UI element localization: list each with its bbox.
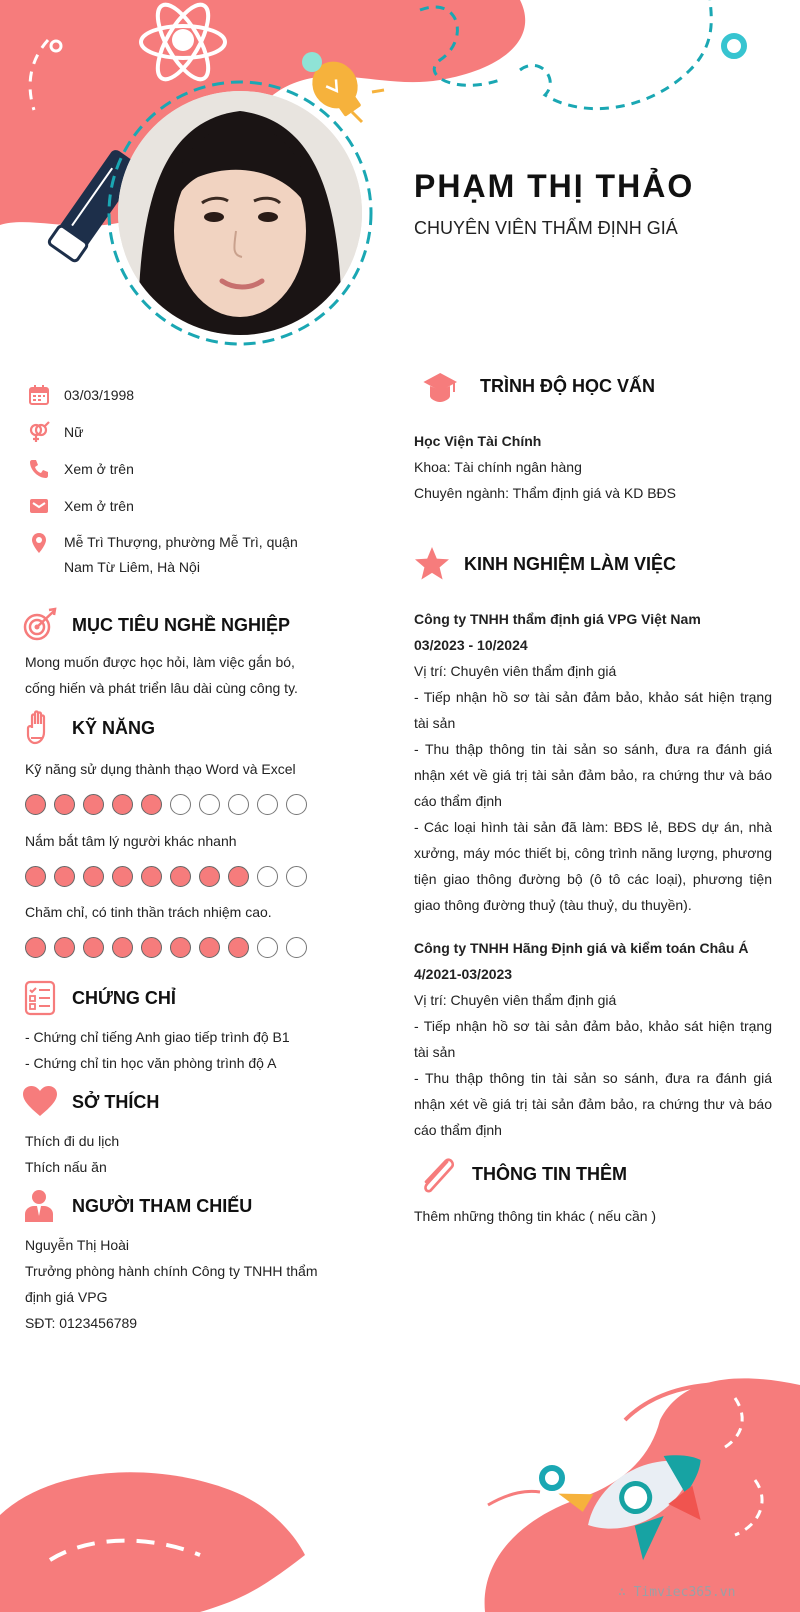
certificates-list	[25, 1024, 290, 1076]
phone: Xem ở trên	[64, 461, 134, 477]
references-text	[25, 1232, 325, 1336]
rating-dot-filled	[170, 866, 191, 887]
skill-3-name: Chăm chỉ, có tinh thần trách nhiệm cao.	[25, 904, 272, 920]
faculty: Khoa: Tài chính ngân hàng	[414, 459, 582, 475]
phone-row	[28, 459, 328, 480]
full-name: PHẠM THỊ THẢO	[414, 168, 695, 204]
rating-dot-filled	[112, 866, 133, 887]
references-header	[22, 1188, 252, 1224]
job-1-role: Vị trí: Chuyên viên thẩm định giá	[414, 663, 617, 679]
email: Xem ở trên	[64, 498, 134, 514]
location-icon	[28, 532, 50, 554]
school-name: Học Viện Tài Chính	[414, 433, 542, 449]
hobbies-title: SỞ THÍCH	[72, 1091, 160, 1112]
skill-2-rating	[25, 866, 315, 887]
rating-dot-filled	[112, 794, 133, 815]
education-header	[414, 368, 655, 404]
certificates-header	[22, 980, 176, 1016]
job-1-duty: - Thu thập thông tin tài sản so sánh, đưa ra đánh giá nhận xét về giá trị tài sản đảm bảo, ra chứng thư và báo cáo thẩm định	[414, 741, 772, 809]
avatar	[118, 91, 362, 335]
objective-header	[22, 607, 290, 643]
rating-dot-empty	[286, 866, 307, 887]
rating-dot-filled	[54, 866, 75, 887]
rating-dot-empty	[286, 937, 307, 958]
rating-dot-filled	[141, 866, 162, 887]
job-1-duty: - Tiếp nhận hồ sơ tài sản đảm bảo, khảo sát hiện trạng tài sản	[414, 689, 772, 731]
phone-icon	[28, 458, 50, 480]
job-2-duty: - Thu thập thông tin tài sản so sánh, đưa ra đánh giá nhận xét về giá trị tài sản đảm bảo, ra chứng thư và báo cáo thẩm định	[414, 1070, 772, 1138]
reference-name: Nguyễn Thị Hoài	[25, 1237, 130, 1253]
job-2-duty: - Tiếp nhận hồ sơ tài sản đảm bảo, khảo sát hiện trạng tài sản	[414, 1018, 772, 1060]
job-1	[414, 606, 772, 918]
gender-icon	[28, 421, 50, 443]
contact-info	[28, 385, 328, 596]
major: Chuyên ngành: Thẩm định giá và KD BĐS	[414, 485, 677, 501]
experience-header	[414, 546, 676, 582]
objective-title: MỤC TIÊU NGHỀ NGHIỆP	[72, 614, 291, 635]
additional-title: THÔNG TIN THÊM	[472, 1163, 627, 1184]
rating-dot-empty	[286, 794, 307, 815]
rating-dot-filled	[25, 937, 46, 958]
person-icon	[22, 1188, 58, 1224]
gender: Nữ	[64, 424, 84, 440]
education-text	[414, 428, 774, 506]
graduation-cap-icon	[414, 368, 466, 404]
watermark: ∴ Timviec365.vn	[618, 1585, 736, 1600]
skills-title: KỸ NĂNG	[72, 717, 156, 738]
rating-dot-filled	[25, 866, 46, 887]
rating-dot-empty	[228, 794, 249, 815]
certificates-title: CHỨNG CHỈ	[72, 987, 176, 1008]
certificate-item: - Chứng chỉ tiếng Anh giao tiếp trình độ B1	[25, 1029, 290, 1045]
rating-dot-filled	[141, 794, 162, 815]
address-row	[28, 533, 328, 580]
rating-dot-filled	[83, 794, 104, 815]
star-icon	[414, 546, 450, 582]
hand-icon	[22, 710, 58, 746]
rating-dot-filled	[25, 794, 46, 815]
education-title: TRÌNH ĐỘ HỌC VẤN	[480, 375, 655, 396]
rating-dot-filled	[83, 866, 104, 887]
gender-row	[28, 422, 328, 443]
email-row	[28, 496, 328, 517]
rating-dot-filled	[83, 937, 104, 958]
skill-1-name: Kỹ năng sử dụng thành thạo Word và Excel	[25, 761, 296, 777]
experience-title: KINH NGHIỆM LÀM VIỆC	[464, 553, 677, 574]
rating-dot-filled	[112, 937, 133, 958]
rating-dot-filled	[199, 866, 220, 887]
rating-dot-filled	[54, 794, 75, 815]
email-icon	[28, 495, 50, 517]
hobbies-header	[22, 1084, 159, 1120]
hobby-item: Thích đi du lịch	[25, 1133, 120, 1149]
additional-text: Thêm những thông tin khác ( nếu cần )	[414, 1208, 657, 1224]
rating-dot-filled	[228, 937, 249, 958]
job-2-role: Vị trí: Chuyên viên thẩm định giá	[414, 992, 617, 1008]
job-1-duty: - Các loại hình tài sản đã làm: BĐS lẻ, BĐS dự án, nhà xưởng, máy móc thiết bị, công trình năng lượng, phương tiện giao thông đường bộ (ô tô các loại), phương tiện giao thông đường thuỷ (tàu thuỷ, du thuyền).	[414, 819, 772, 913]
hobbies-list	[25, 1128, 119, 1180]
certificate-item: - Chứng chỉ tin học văn phòng trình độ A	[25, 1055, 277, 1071]
references-title: NGƯỜI THAM CHIẾU	[72, 1195, 253, 1216]
hobby-item: Thích nấu ăn	[25, 1159, 107, 1175]
reference-role-line-2: định giá VPG	[25, 1289, 108, 1305]
calendar-icon	[28, 384, 50, 406]
rating-dot-empty	[170, 794, 191, 815]
birthday-row	[28, 385, 328, 406]
rating-dot-filled	[199, 937, 220, 958]
skill-1-rating	[25, 794, 315, 815]
paperclip-icon	[414, 1154, 458, 1194]
objective-line-2: cống hiến và phát triển lâu dài cùng công ty.	[25, 680, 298, 696]
job-1-period: 03/2023 - 10/2024	[414, 637, 528, 653]
target-icon	[22, 607, 58, 643]
address	[64, 530, 298, 580]
rating-dot-empty	[257, 794, 278, 815]
heart-icon	[22, 1084, 58, 1120]
rating-dot-empty	[257, 866, 278, 887]
rating-dot-filled	[228, 866, 249, 887]
job-2-company: Công ty TNHH Hãng Định giá và kiểm toán Châu Á	[414, 940, 749, 956]
rating-dot-empty	[199, 794, 220, 815]
address-line-1: Mễ Trì Thượng, phường Mễ Trì, quận	[64, 534, 298, 550]
skill-2-name: Nắm bắt tâm lý người khác nhanh	[25, 833, 237, 849]
objective-text	[25, 649, 315, 701]
job-2	[414, 935, 772, 1143]
checklist-icon	[22, 980, 58, 1016]
birthday: 03/03/1998	[64, 387, 135, 403]
rating-dot-empty	[257, 937, 278, 958]
rating-dot-filled	[170, 937, 191, 958]
job-2-period: 4/2021-03/2023	[414, 966, 513, 982]
reference-phone: SĐT: 0123456789	[25, 1315, 138, 1331]
additional-header	[414, 1154, 627, 1194]
job-position: CHUYÊN VIÊN THẨM ĐỊNH GIÁ	[414, 218, 678, 238]
skill-3-rating	[25, 937, 315, 958]
address-line-2: Nam Từ Liêm, Hà Nội	[64, 559, 200, 575]
job-1-company: Công ty TNHH thẩm định giá VPG Việt Nam	[414, 611, 701, 627]
objective-line-1: Mong muốn được học hỏi, làm việc gắn bó,	[25, 654, 295, 670]
rating-dot-filled	[141, 937, 162, 958]
skills-header	[22, 710, 155, 746]
rating-dot-filled	[54, 937, 75, 958]
reference-role-line-1: Trưởng phòng hành chính Công ty TNHH thẩm	[25, 1263, 318, 1279]
